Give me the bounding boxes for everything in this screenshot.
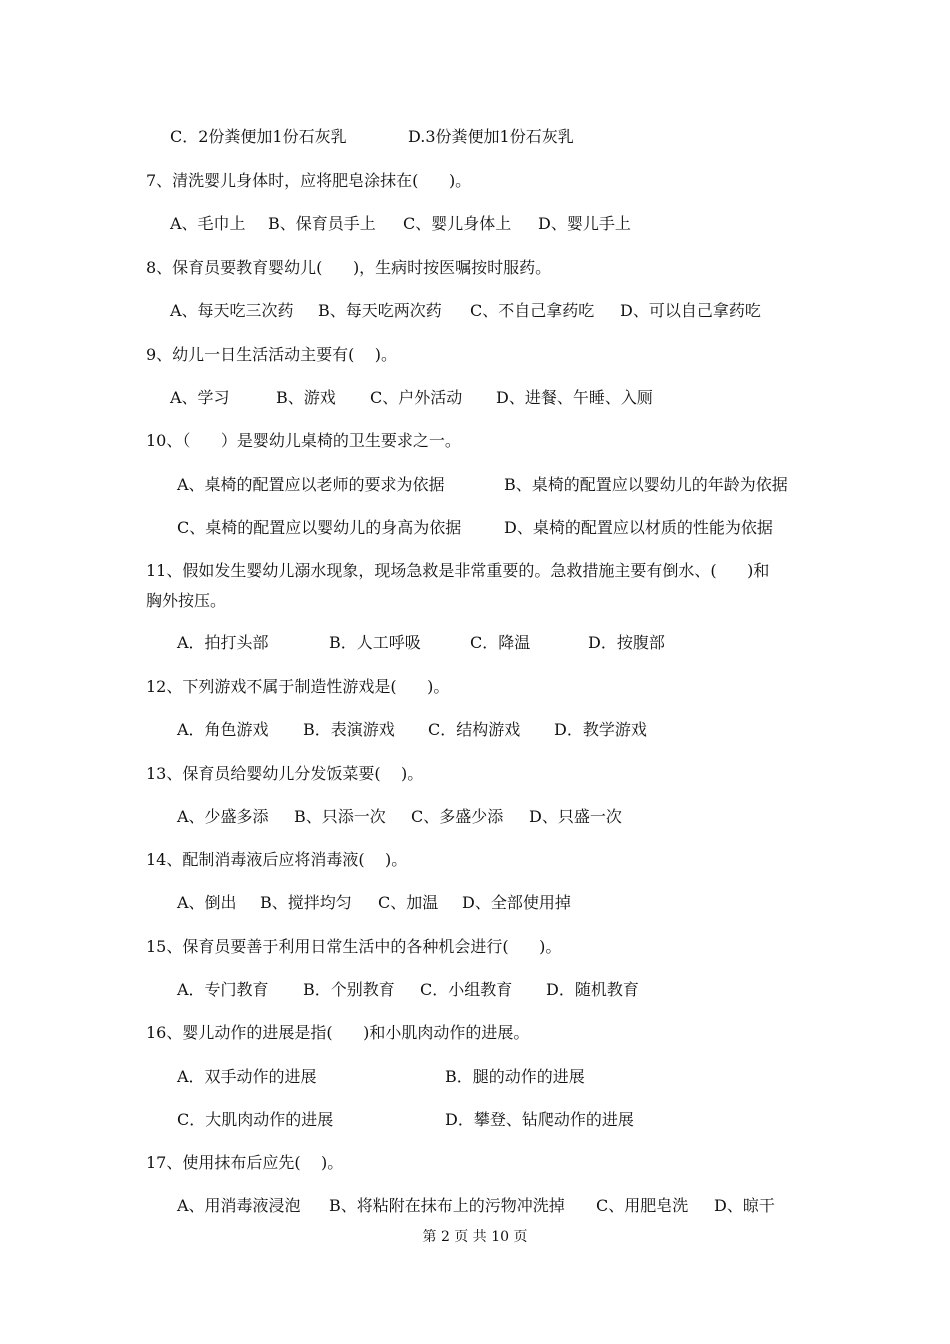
question-17: 17、使用抹布后应先( )。 bbox=[146, 1153, 344, 1172]
question-14: 14、配制消毒液后应将消毒液( )。 bbox=[146, 850, 408, 869]
option-a: A．拍打头部 bbox=[177, 633, 269, 652]
option-d: D、只盛一次 bbox=[529, 807, 622, 826]
option-a: A、桌椅的配置应以老师的要求为依据 bbox=[177, 475, 445, 494]
option-d: D．教学游戏 bbox=[554, 720, 647, 739]
question-11-continued: 胸外按压。 bbox=[146, 591, 227, 610]
option-d: D．随机教育 bbox=[546, 980, 639, 999]
option-a: A、倒出 bbox=[177, 893, 237, 912]
option-a: A、毛巾上 bbox=[170, 214, 246, 233]
option-b: B．腿的动作的进展 bbox=[445, 1067, 585, 1086]
option-d: D、可以自己拿药吃 bbox=[620, 301, 761, 320]
question-7: 7、清洗婴儿身体时，应将肥皂涂抹在( )。 bbox=[146, 171, 472, 190]
option-c: C、多盛少添 bbox=[411, 807, 504, 826]
option-d: D、桌椅的配置应以材质的性能为依据 bbox=[504, 518, 773, 537]
question-10: 10、（ ）是婴幼儿桌椅的卫生要求之一。 bbox=[146, 431, 461, 450]
option-b: B、每天吃两次药 bbox=[318, 301, 442, 320]
option-c: C、不自己拿药吃 bbox=[470, 301, 595, 320]
question-16: 16、婴儿动作的进展是指( )和小肌肉动作的进展。 bbox=[146, 1023, 530, 1042]
option-c: C．小组教育 bbox=[420, 980, 513, 999]
option-b: B、将粘附在抹布上的污物冲洗掉 bbox=[329, 1196, 565, 1215]
option-c: C、户外活动 bbox=[370, 388, 463, 407]
option-a: A．专门教育 bbox=[177, 980, 269, 999]
option-c: C．降温 bbox=[470, 633, 531, 652]
option-b: B．人工呼吸 bbox=[329, 633, 421, 652]
option-d: D、晾干 bbox=[714, 1196, 775, 1215]
question-11: 11、假如发生婴幼儿溺水现象，现场急救是非常重要的。急救措施主要有倒水、( )和 bbox=[146, 561, 770, 580]
option-c: C．2份粪便加1份石灰乳 bbox=[170, 127, 347, 146]
option-c: C、加温 bbox=[378, 893, 439, 912]
option-d: D、全部使用掉 bbox=[462, 893, 571, 912]
question-12: 12、下列游戏不属于制造性游戏是( )。 bbox=[146, 677, 450, 696]
question-8: 8、保育员要教育婴幼儿( )，生病时按医嘱按时服药。 bbox=[146, 258, 552, 277]
option-b: B、只添一次 bbox=[294, 807, 386, 826]
option-a: A．角色游戏 bbox=[177, 720, 269, 739]
option-a: A．双手动作的进展 bbox=[177, 1067, 317, 1086]
option-a: A、每天吃三次药 bbox=[170, 301, 294, 320]
question-9: 9、幼儿一日生活活动主要有( )。 bbox=[146, 345, 398, 364]
option-b: B、保育员手上 bbox=[268, 214, 376, 233]
option-a: A、少盛多添 bbox=[177, 807, 269, 826]
option-c: C、婴儿身体上 bbox=[403, 214, 512, 233]
option-c: C．大肌肉动作的进展 bbox=[177, 1110, 334, 1129]
option-d: D、进餐、午睡、入厕 bbox=[496, 388, 653, 407]
option-b: B．个别教育 bbox=[303, 980, 395, 999]
option-d: D．攀登、钻爬动作的进展 bbox=[445, 1110, 634, 1129]
question-15: 15、保育员要善于利用日常生活中的各种机会进行( )。 bbox=[146, 937, 562, 956]
option-c: C．结构游戏 bbox=[428, 720, 521, 739]
option-a: A、学习 bbox=[170, 388, 230, 407]
option-a: A、用消毒液浸泡 bbox=[177, 1196, 301, 1215]
page-footer: 第 2 页 共 10 页 bbox=[422, 1229, 528, 1245]
option-d: D、婴儿手上 bbox=[538, 214, 631, 233]
option-b: B、桌椅的配置应以婴幼儿的年龄为依据 bbox=[504, 475, 788, 494]
option-c: C、用肥皂洗 bbox=[596, 1196, 689, 1215]
option-b: B、搅拌均匀 bbox=[260, 893, 352, 912]
option-d: D.3份粪便加1份石灰乳 bbox=[408, 127, 574, 146]
option-b: B．表演游戏 bbox=[303, 720, 395, 739]
option-c: C、桌椅的配置应以婴幼儿的身高为依据 bbox=[177, 518, 462, 537]
option-b: B、游戏 bbox=[276, 388, 336, 407]
option-d: D．按腹部 bbox=[588, 633, 665, 652]
question-13: 13、保育员给婴幼儿分发饭菜要( )。 bbox=[146, 764, 424, 783]
